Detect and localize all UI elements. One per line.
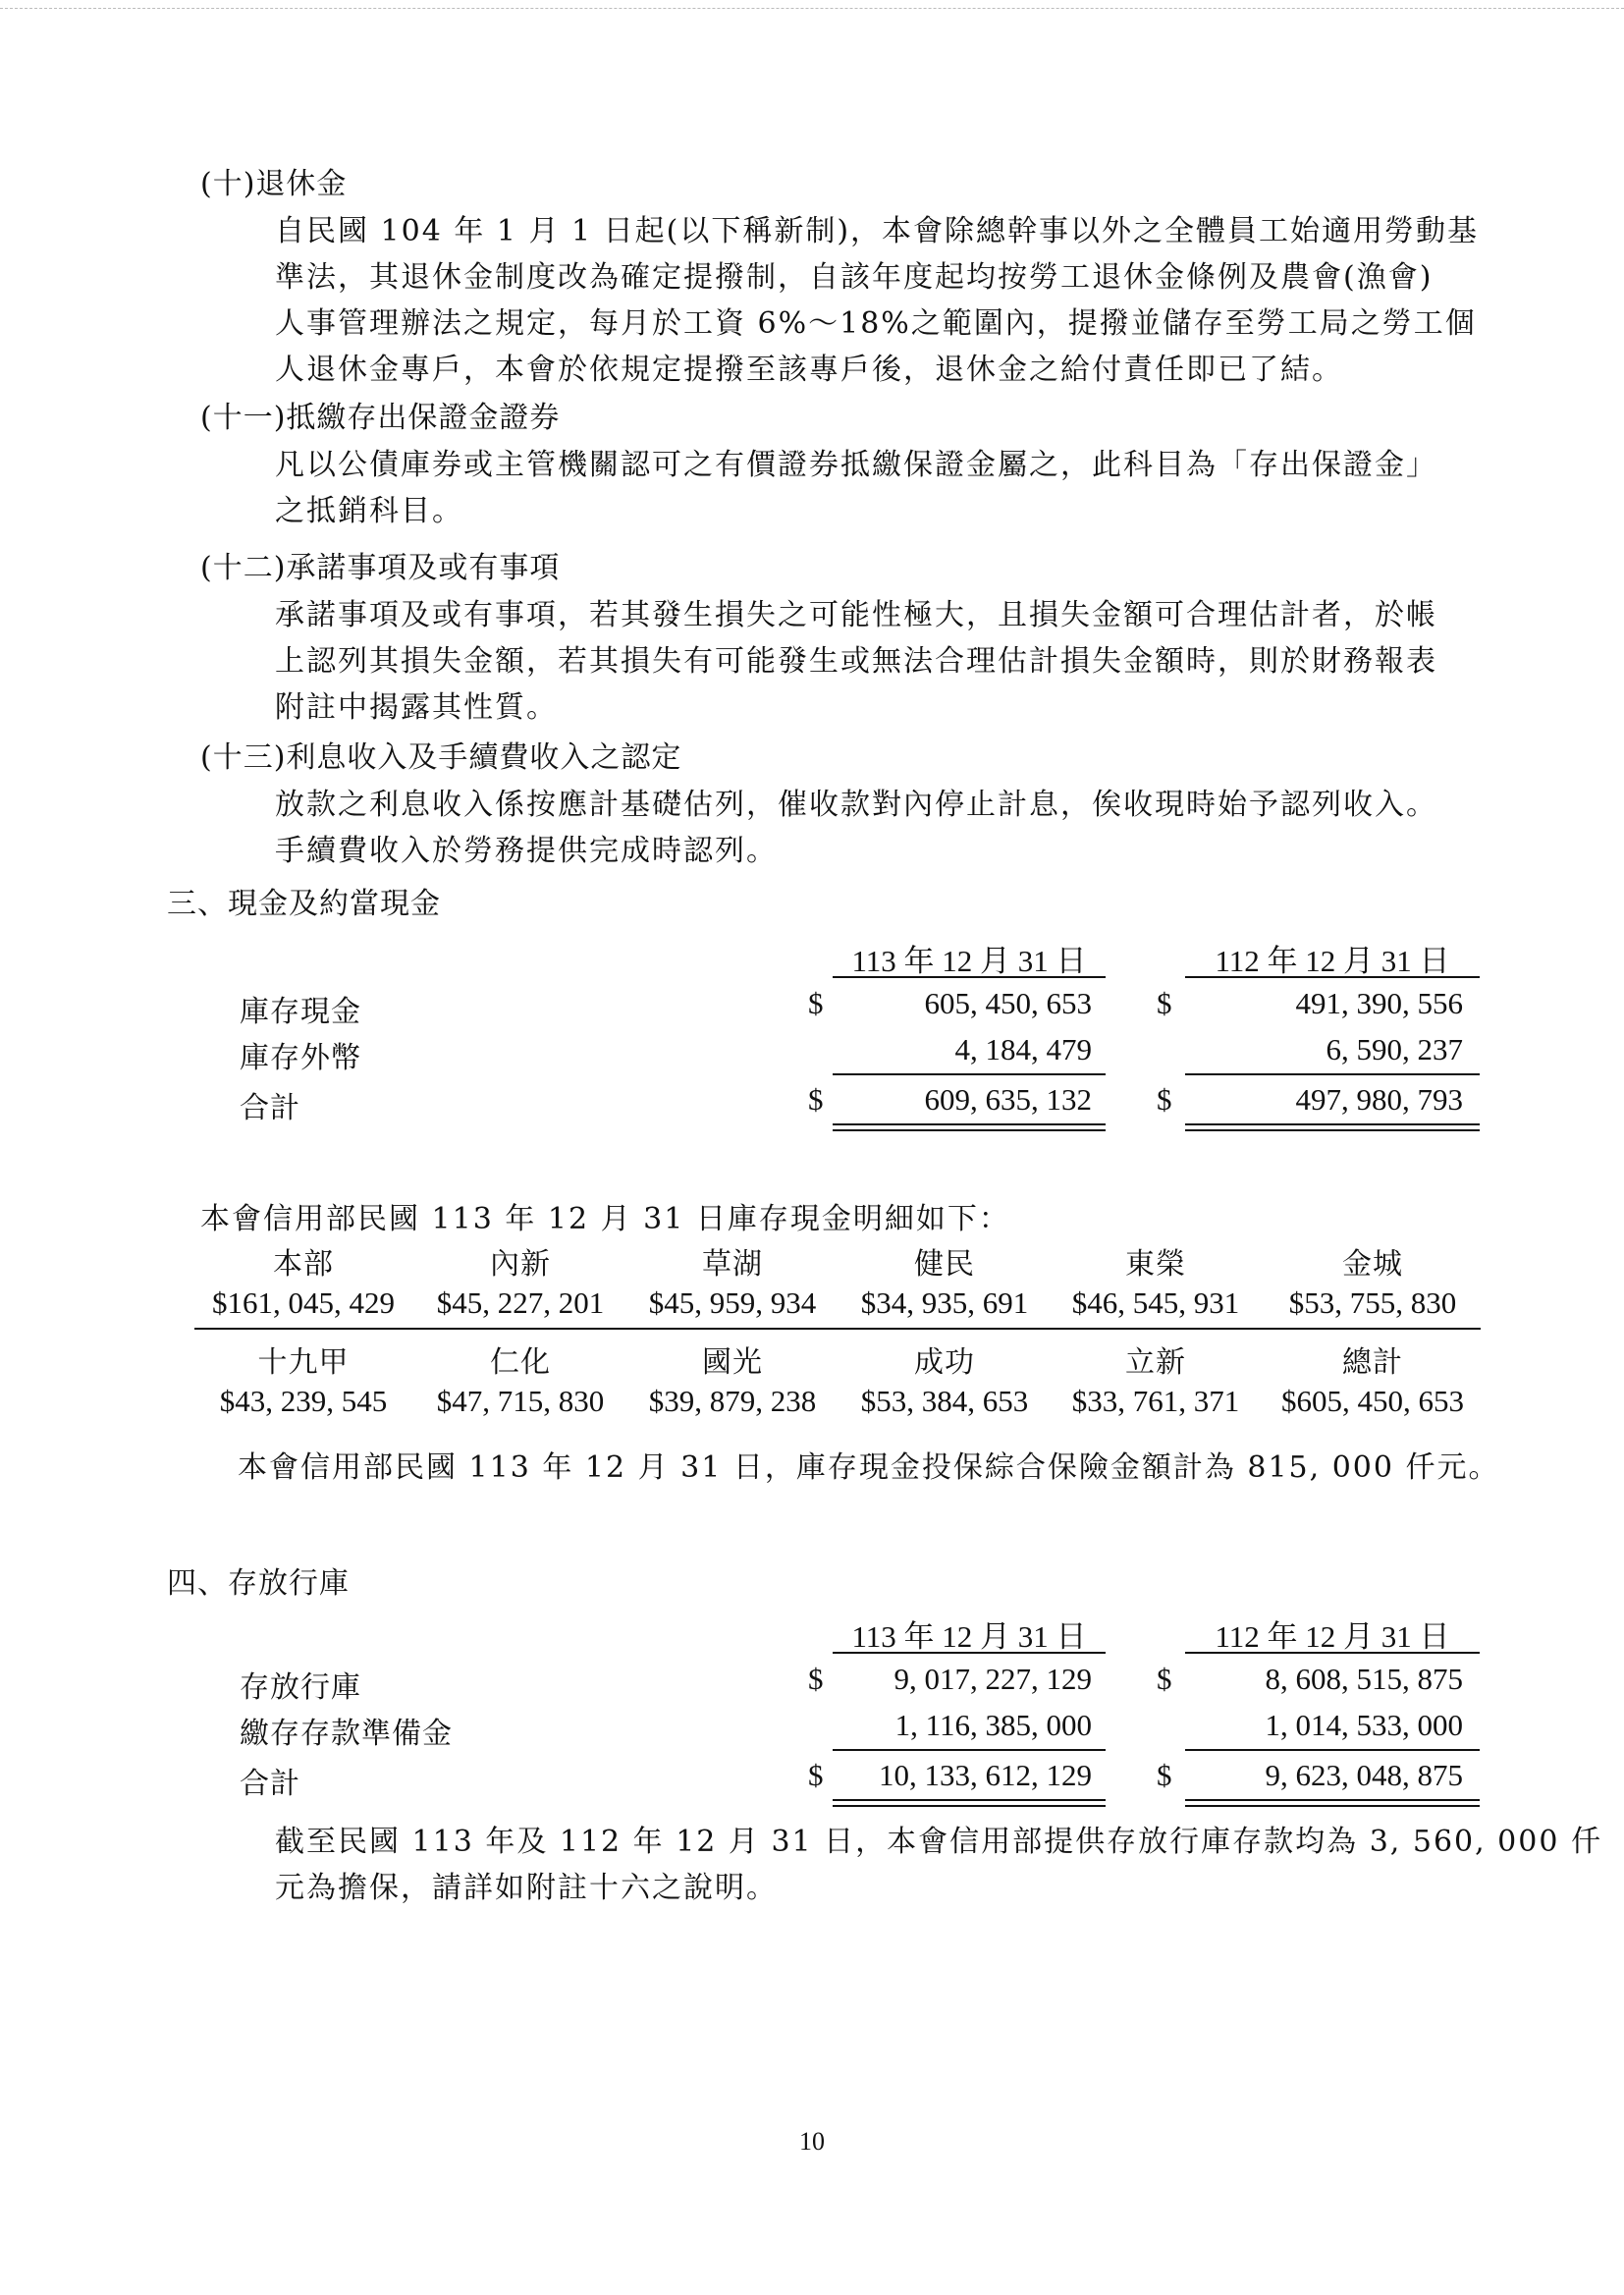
branch-name: 總計	[1342, 1345, 1403, 1380]
deposit-row-label: 繳存存款準備金	[240, 1717, 453, 1751]
branch-cash-value: $45, 227, 201	[436, 1285, 605, 1320]
section-12-body	[275, 592, 1437, 731]
cash-total-double-underline-113	[833, 1123, 1106, 1131]
deposit-subtotal-line-113	[833, 1749, 1106, 1751]
paragraph-line: 元為擔保，請詳如附註十六之說明。	[275, 1871, 778, 1905]
deposit-col-header-113: 113 年 12 月 31 日	[851, 1619, 1087, 1654]
branch-cash-total: $605, 450, 653	[1281, 1384, 1464, 1418]
cash-value-113: 4, 184, 479	[954, 1032, 1092, 1066]
branch-cash-value: $33, 761, 371	[1071, 1384, 1240, 1418]
cash-detail-intro: 本會信用部民國 113 年 12 月 31 日庫存現金明細如下：	[200, 1202, 1010, 1236]
paragraph-line: 人事管理辦法之規定，每月於工資 6%～18%之範圍內，提撥並儲存至勞工局之勞工個	[275, 306, 1477, 341]
deposit-value-113: 9, 017, 227, 129	[893, 1662, 1092, 1696]
currency-symbol: $	[808, 986, 824, 1020]
paragraph-line: 凡以公債庫券或主管機關認可之有價證券抵繳保證金屬之，此科目為「存出保證金」	[275, 448, 1437, 482]
deposit-total-113: 10, 133, 612, 129	[879, 1758, 1092, 1792]
currency-symbol: $	[808, 1082, 824, 1117]
section-12-heading: (十二)承諾事項及或有事項	[200, 551, 561, 585]
branch-name: 成功	[914, 1345, 975, 1380]
deposit-value-112: 1, 014, 533, 000	[1265, 1708, 1463, 1742]
paragraph-line: 截至民國 113 年及 112 年 12 月 31 日，本會信用部提供存放行庫存款均為 3, 560, 000 仟	[275, 1825, 1602, 1859]
cash-subtotal-line-113	[833, 1073, 1106, 1075]
cash-header-underline-112	[1185, 976, 1480, 978]
detail-table-divider	[194, 1328, 1481, 1330]
currency-symbol: $	[808, 1758, 824, 1792]
deposit-header-underline-112	[1185, 1652, 1480, 1654]
deposit-total-double-underline-113	[833, 1799, 1106, 1807]
currency-symbol: $	[1157, 1662, 1172, 1696]
branch-name: 國光	[702, 1345, 763, 1380]
section-11-body	[275, 442, 1437, 534]
cash-total-113: 609, 635, 132	[924, 1082, 1092, 1117]
deposit-row-label: 合計	[240, 1767, 300, 1801]
branch-cash-value: $43, 239, 545	[219, 1384, 388, 1418]
deposit-col-header-112: 112 年 12 月 31 日	[1215, 1619, 1450, 1654]
deposit-total-double-underline-112	[1185, 1799, 1480, 1807]
deposit-row-label: 存放行庫	[240, 1670, 361, 1705]
branch-cash-value: $53, 755, 830	[1288, 1285, 1457, 1320]
paragraph-line: 手續費收入於勞務提供完成時認列。	[275, 834, 778, 868]
cash-row-label: 庫存外幣	[240, 1041, 361, 1075]
branch-name: 立新	[1125, 1345, 1186, 1380]
paragraph-line: 承諾事項及或有事項，若其發生損失之可能性極大，且損失金額可合理估計者，於帳	[275, 598, 1437, 632]
currency-symbol: $	[1157, 1082, 1172, 1117]
deposit-header-underline-113	[833, 1652, 1106, 1654]
section-10-heading: (十)退休金	[200, 167, 348, 201]
branch-cash-value: $46, 545, 931	[1071, 1285, 1240, 1320]
page-number: 10	[799, 2127, 825, 2156]
branch-name: 東榮	[1125, 1247, 1186, 1282]
paragraph-line: 之抵銷科目。	[275, 494, 463, 528]
currency-symbol: $	[1157, 986, 1172, 1020]
section-13-body	[275, 782, 1437, 874]
section-11-heading: (十一)抵繳存出保證金證券	[200, 401, 561, 435]
branch-name: 金城	[1342, 1247, 1403, 1282]
branch-name: 十九甲	[257, 1345, 350, 1380]
cash-col-header-113: 113 年 12 月 31 日	[851, 944, 1087, 978]
cash-value-113: 605, 450, 653	[924, 986, 1092, 1020]
paragraph-line: 自民國 104 年 1 月 1 日起(以下稱新制)，本會除總幹事以外之全體員工始適用勞動基	[275, 214, 1480, 248]
paragraph-line: 附註中揭露其性質。	[275, 690, 558, 725]
deposit-section-heading: 四、存放行庫	[167, 1566, 350, 1601]
deposit-total-112: 9, 623, 048, 875	[1265, 1758, 1463, 1792]
section-13-heading: (十三)利息收入及手續費收入之認定	[200, 740, 682, 775]
branch-cash-value: $47, 715, 830	[436, 1384, 605, 1418]
cash-value-112: 6, 590, 237	[1326, 1032, 1463, 1066]
branch-name: 草湖	[702, 1247, 763, 1282]
deposit-value-113: 1, 116, 385, 000	[894, 1708, 1092, 1742]
cash-section-heading: 三、現金及約當現金	[167, 887, 441, 921]
paragraph-line: 放款之利息收入係按應計基礎估列，催收款對內停止計息，俟收現時始予認列收入。	[275, 788, 1437, 822]
cash-header-underline-113	[833, 976, 1106, 978]
branch-cash-value: $34, 935, 691	[860, 1285, 1029, 1320]
cash-total-double-underline-112	[1185, 1123, 1480, 1131]
branch-name: 仁化	[490, 1345, 551, 1380]
branch-cash-value: $45, 959, 934	[648, 1285, 817, 1320]
cash-total-112: 497, 980, 793	[1295, 1082, 1463, 1117]
paragraph-line: 人退休金專戶，本會於依規定提撥至該專戶後，退休金之給付責任即已了結。	[275, 353, 1343, 387]
cash-row-label: 庫存現金	[240, 995, 361, 1029]
deposit-subtotal-line-112	[1185, 1749, 1480, 1751]
cash-row-label: 合計	[240, 1091, 300, 1125]
cash-value-112: 491, 390, 556	[1295, 986, 1463, 1020]
branch-cash-value: $161, 045, 429	[212, 1285, 395, 1320]
currency-symbol: $	[1157, 1758, 1172, 1792]
branch-name: 內新	[490, 1247, 551, 1282]
deposit-collateral-note	[275, 1819, 1602, 1911]
branch-name: 健民	[914, 1247, 975, 1282]
scan-top-edge	[0, 8, 1624, 9]
branch-cash-value: $39, 879, 238	[648, 1384, 817, 1418]
cash-col-header-112: 112 年 12 月 31 日	[1215, 944, 1450, 978]
deposit-value-112: 8, 608, 515, 875	[1265, 1662, 1463, 1696]
currency-symbol: $	[808, 1662, 824, 1696]
cash-subtotal-line-112	[1185, 1073, 1480, 1075]
section-10-body	[275, 208, 1479, 393]
paragraph-line: 上認列其損失金額，若其損失有可能發生或無法合理估計損失金額時，則於財務報表	[275, 644, 1437, 679]
cash-insurance-note: 本會信用部民國 113 年 12 月 31 日，庫存現金投保綜合保險金額計為 815, 000 仟元。	[238, 1450, 1500, 1485]
branch-name: 本部	[273, 1247, 334, 1282]
paragraph-line: 準法，其退休金制度改為確定提撥制，自該年度起均按勞工退休金條例及農會(漁會)	[275, 260, 1434, 295]
branch-cash-value: $53, 384, 653	[860, 1384, 1029, 1418]
